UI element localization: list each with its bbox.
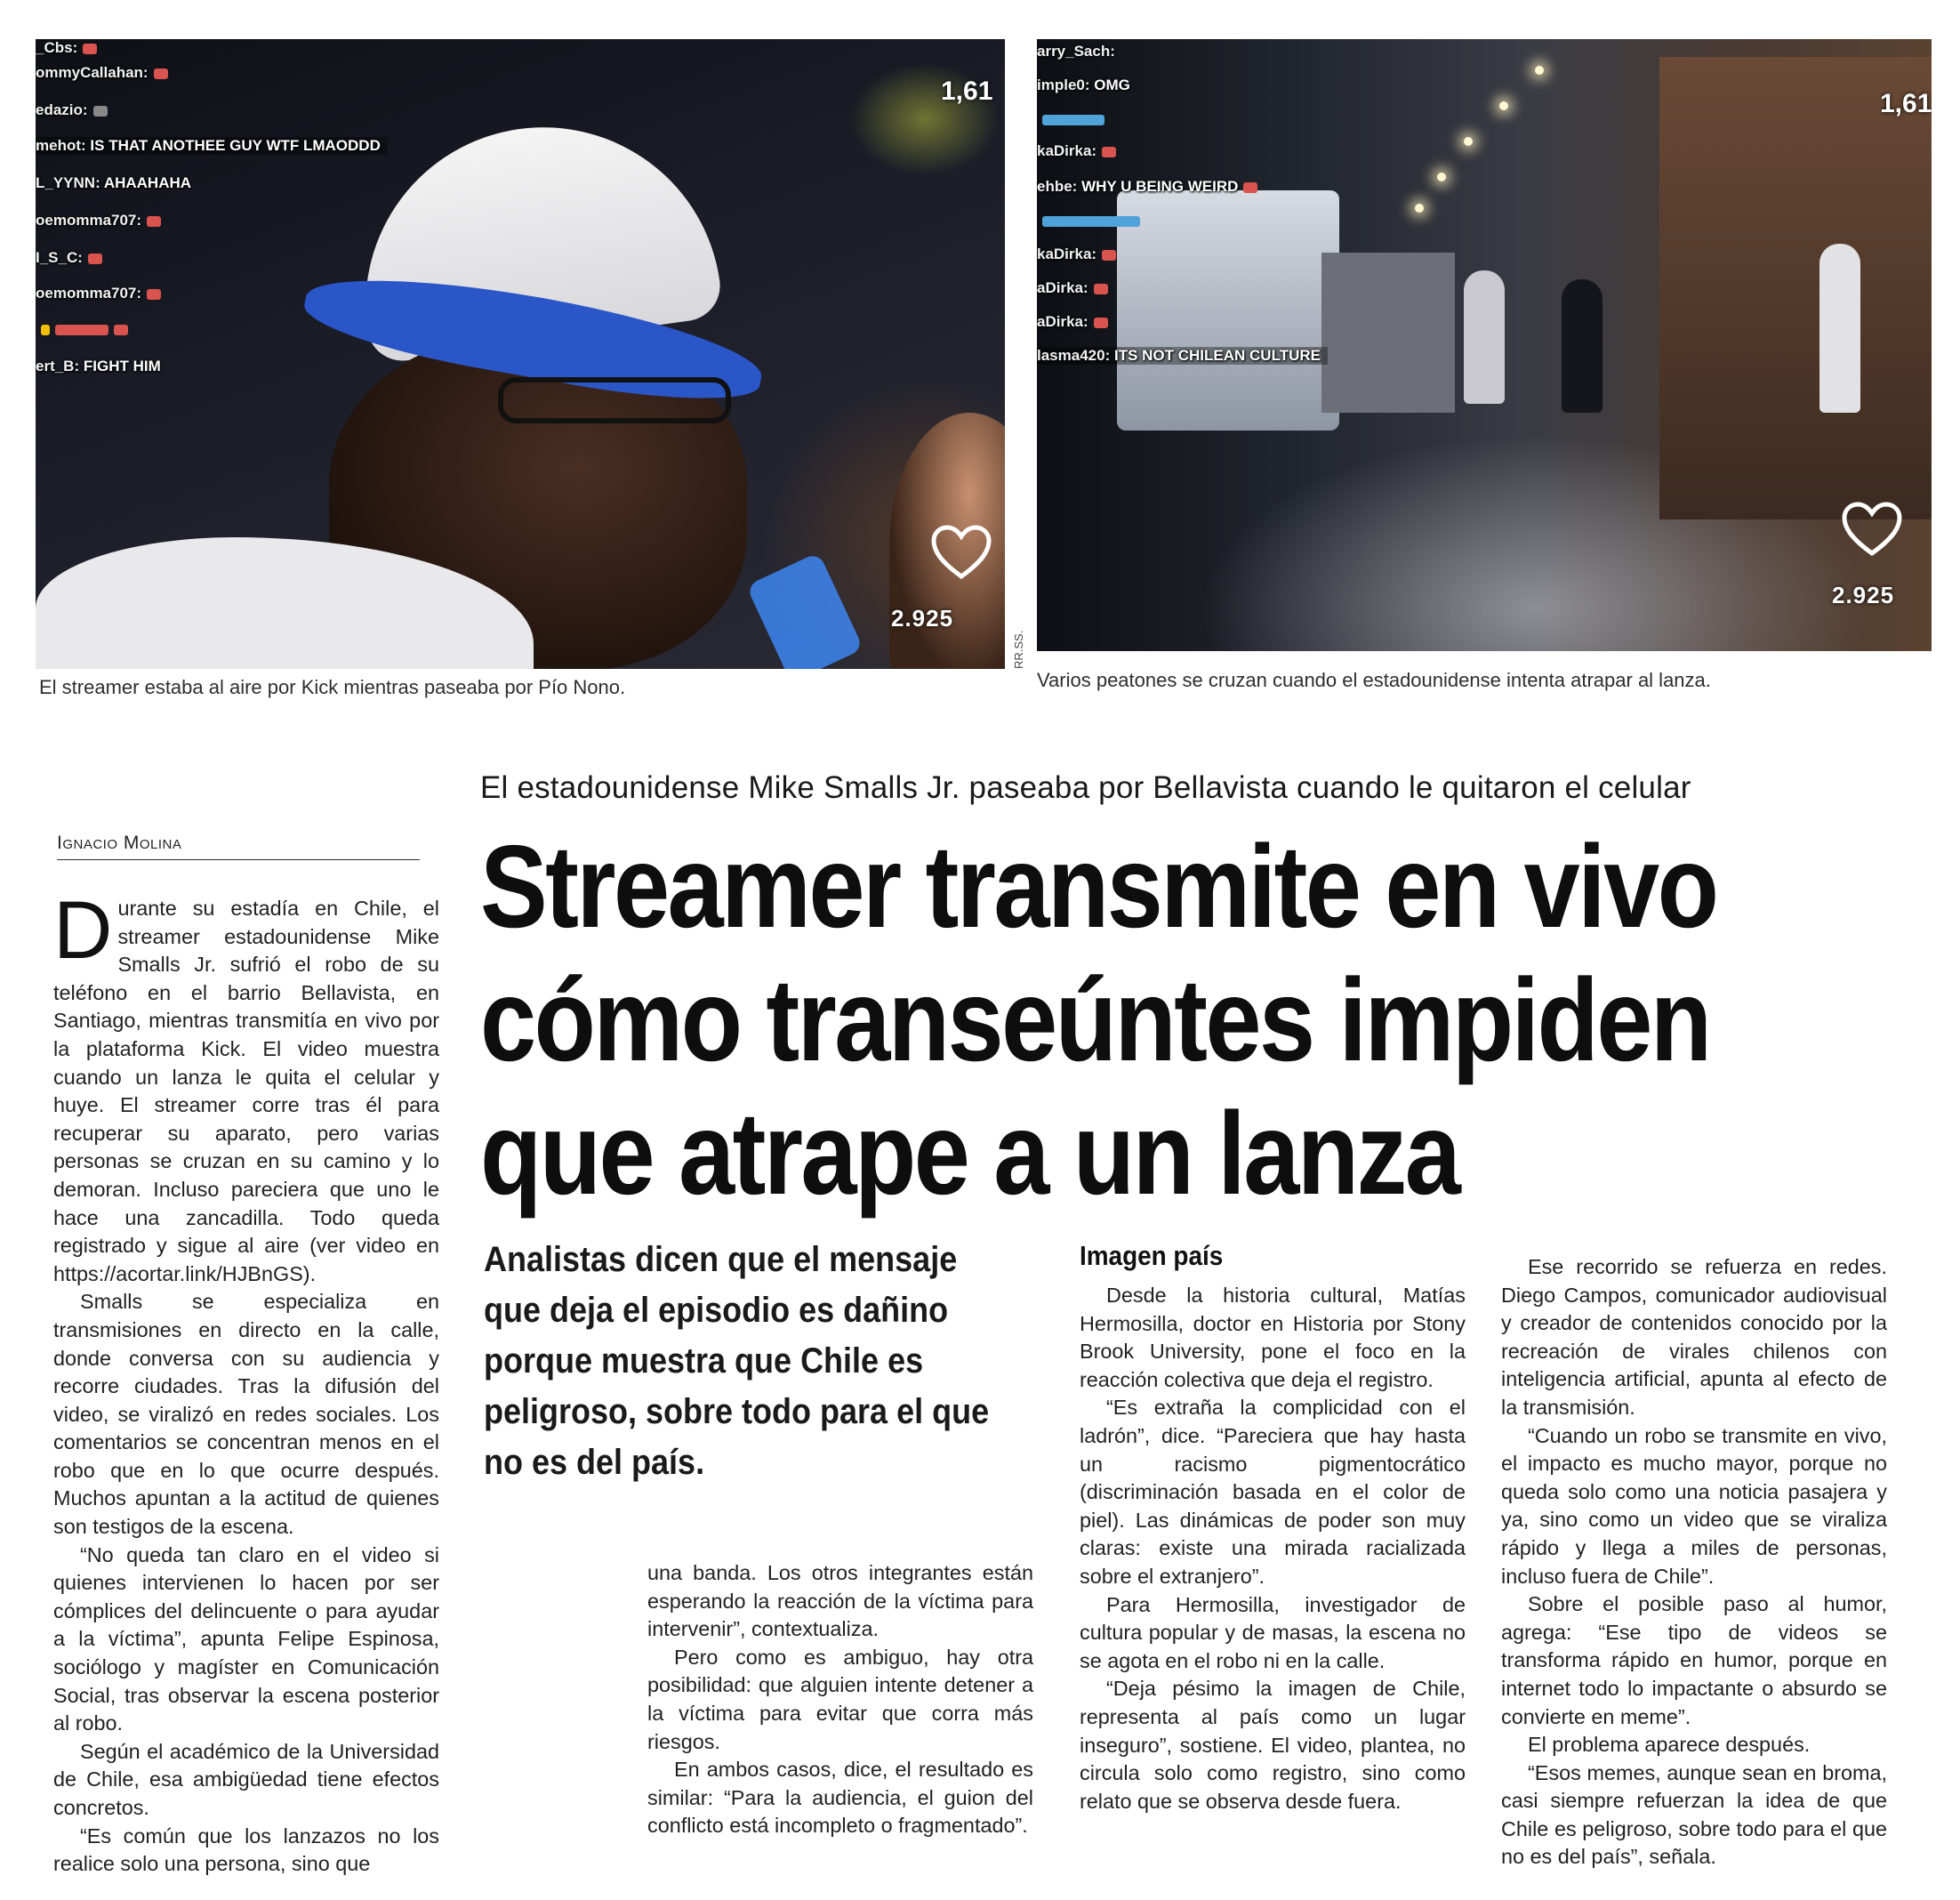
chat-line — [1037, 212, 1140, 229]
chat-line: kaDirka: — [1037, 142, 1116, 160]
heart-icon — [930, 525, 992, 582]
kicker-subhead: El estadounidense Mike Smalls Jr. paseaba por Bellavista cuando le quitaron el celular — [480, 770, 1691, 805]
photo-street-chase — [1037, 39, 1932, 651]
photo-streamer — [36, 39, 1005, 669]
paragraph: Ese recorrido se refuerza en redes. Diego Campos, comunicador audiovisual y creador de contenidos conocido por la recreación de virales chilenos con inteligencia artificial, apunta al efecto de la transmisión. — [1501, 1255, 1887, 1419]
article-column-2 — [647, 1559, 1033, 1840]
heart-icon — [1841, 502, 1903, 559]
headline-line: que atrape a un lanza — [480, 1088, 1459, 1219]
street-lamp — [1437, 173, 1446, 181]
chat-line: ert_B: FIGHT HIM — [36, 358, 161, 374]
paragraph: El problema aparece después. — [1528, 1733, 1811, 1757]
article-column-1 — [53, 885, 439, 1879]
streamer-shape — [1819, 244, 1860, 413]
wall-shape — [1659, 57, 1932, 519]
paragraph: Pero como es ambiguo, hay otra posibilidad: que alguien intente detener a la víctima para evitar que corra más riesgos. — [647, 1645, 1033, 1753]
paragraph: “Deja pésimo la imagen de Chile, representa al país como un lugar inseguro”, sostiene. El video, plantea, no circula solo como registro, sino como relato que se observa desde fuera. — [1080, 1677, 1466, 1813]
viewer-count: 1,61 — [941, 76, 993, 106]
like-count: 2.925 — [891, 605, 954, 632]
section-heading: Imagen país — [1080, 1240, 1224, 1271]
chat-line: edazio: — [36, 101, 108, 119]
street-lamp — [1415, 204, 1424, 213]
paragraph: Durante su estadía en Chile, el streamer estadounidense Mike Smalls Jr. sufrió el robo de su teléfono en el barrio Bellavista, en Santiago, mientras transmitía en vivo por la plataforma Kick. El video muestra cuando un lanza le quita el celular y huye. El streamer corre tras él para recuperar su aparato, pero varias personas se cruzan en su camino y lo demoran. Incluso pareciera que uno le hace una zancadilla. Todo queda registrado y sigue al aire (ver video en https://acortar.link/HJBnGS). — [53, 885, 439, 1285]
chat-line: arry_Sach: — [1037, 43, 1115, 60]
paragraph: Sobre el posible paso al humor, agrega: “Ese tipo de videos se transforma rápido en humor, porque en internet todo lo impactante o absurdo se convierte en meme”. — [1501, 1592, 1887, 1728]
chat-line: I_S_C: — [36, 249, 102, 267]
chat-line: _Cbs: — [36, 39, 97, 57]
headline — [480, 820, 1734, 1220]
chat-line: aDirka: — [1037, 313, 1108, 331]
street-lamp — [1499, 101, 1508, 110]
paragraph: Para Hermosilla, investigador de cultura popular y de masas, la escena no se agota en el robo ni en la calle. — [1080, 1592, 1466, 1672]
chat-line: aDirka: — [1037, 279, 1108, 297]
runner-shape — [1562, 279, 1603, 413]
paragraph: una banda. Los otros integrantes están esperando la reacción de la víctima para intervenir”, contextualiza. — [647, 1561, 1033, 1641]
chat-line: kaDirka: — [1037, 246, 1116, 263]
byline-rule — [57, 859, 420, 860]
chat-line: ommyCallahan: — [36, 64, 168, 82]
article-column-4 — [1501, 1253, 1887, 1872]
photo-caption: El streamer estaba al aire por Kick mientras paseaba por Pío Nono. — [39, 676, 626, 698]
paragraph: Desde la historia cultural, Matías Hermosilla, doctor en Historia por Stony Brook University, pone el foco en la reacción colectiva que deja el registro. — [1080, 1284, 1466, 1391]
food-truck-shape — [1117, 190, 1339, 431]
phone-shape — [746, 552, 864, 669]
viewer-count: 1,61 — [1880, 89, 1932, 118]
chat-line: lasma420: ITS NOT CHILEAN CULTURE — [1037, 347, 1328, 365]
like-count: 2.925 — [1832, 582, 1895, 608]
photo-credit: RR.SS. — [1012, 630, 1025, 669]
paragraph: En ambos casos, dice, el resultado es similar: “Para la audiencia, el guion del conflicto está incompleto o fragmentado”. — [647, 1758, 1033, 1838]
paragraph: “No queda tan claro en el video si quienes intervienen lo hacen por ser cómplices del delincuente o para ayudar a la víctima”, apunta Felipe Espinosa, sociólogo y magíster en Comunicación Social, tras observar la escena posterior al robo. — [53, 1542, 439, 1735]
headline-line: Streamer transmite en vivo — [480, 821, 1717, 952]
paragraph: “Esos memes, aunque sean en broma, casi siempre refuerzan la idea de que Chile es peligroso, sobre todo para el que no es del país”, señala. — [1501, 1760, 1887, 1869]
paragraph: “Es común que los lanzazos no los realice solo una persona, sino que — [53, 1824, 439, 1876]
paragraph: “Es extraña la complicidad con el ladrón”, dice. “Pareciera que hay hasta un racismo pigmentocrático (discriminación basada en el color de piel). Las dinámicas de poder son muy claras: existe una mirada racializada sobre el extranjero”. — [1080, 1396, 1466, 1588]
chat-line: oemomma707: — [36, 212, 161, 229]
byline: Ignacio Molina — [57, 833, 182, 853]
chat-line: L_YYNN: AHAAHAHA — [36, 174, 192, 191]
glasses-shape — [498, 377, 731, 423]
article-column-3 — [1080, 1282, 1466, 1815]
chat-line: ehbe: WHY U BEING WEIRD — [1037, 178, 1257, 196]
street-lamp — [1535, 66, 1544, 75]
chat-line: oemomma707: — [36, 285, 161, 302]
photo-caption: Varios peatones se cruzan cuando el estadounidense intenta atrapar al lanza. — [1037, 669, 1711, 691]
chat-line — [1037, 110, 1105, 128]
stall-shape — [1321, 253, 1455, 413]
deck: Analistas dicen que el mensaje que deja el episodio es dañino porque muestra que Chile es peligroso, sobre todo para el que no es del país. — [484, 1240, 990, 1482]
paragraph: “Cuando un robo se transmite en vivo, el impacto es mucho mayor, porque no queda solo como una noticia pasajera y ya, sino como un video que se viraliza rápido y llega a miles de personas, incluso fuera de Chile”. — [1501, 1423, 1887, 1588]
street-lamp — [1464, 137, 1473, 146]
paragraph: Según el académico de la Universidad de Chile, esa ambigüedad tiene efectos concretos. — [53, 1739, 439, 1819]
chat-line: imple0: OMG — [1037, 76, 1130, 93]
paragraph: Smalls se especializa en transmisiones en directo en la calle, donde conversa con su audiencia y recorre ciudades. Tras la difusión del video, se viralizó en redes sociales. Los comentarios se concentran menos en el robo que en lo que ocurre después. Muchos apuntan a la actitud de quienes son testigos de la escena. — [53, 1290, 439, 1539]
chat-line: mehot: IS THAT ANOTHEE GUY WTF LMAODDD — [36, 137, 388, 155]
chat-line — [36, 320, 128, 338]
pedestrian-shape — [1464, 270, 1505, 404]
drop-cap: D — [53, 885, 113, 976]
headline-line: cómo transeúntes impiden — [480, 954, 1710, 1085]
